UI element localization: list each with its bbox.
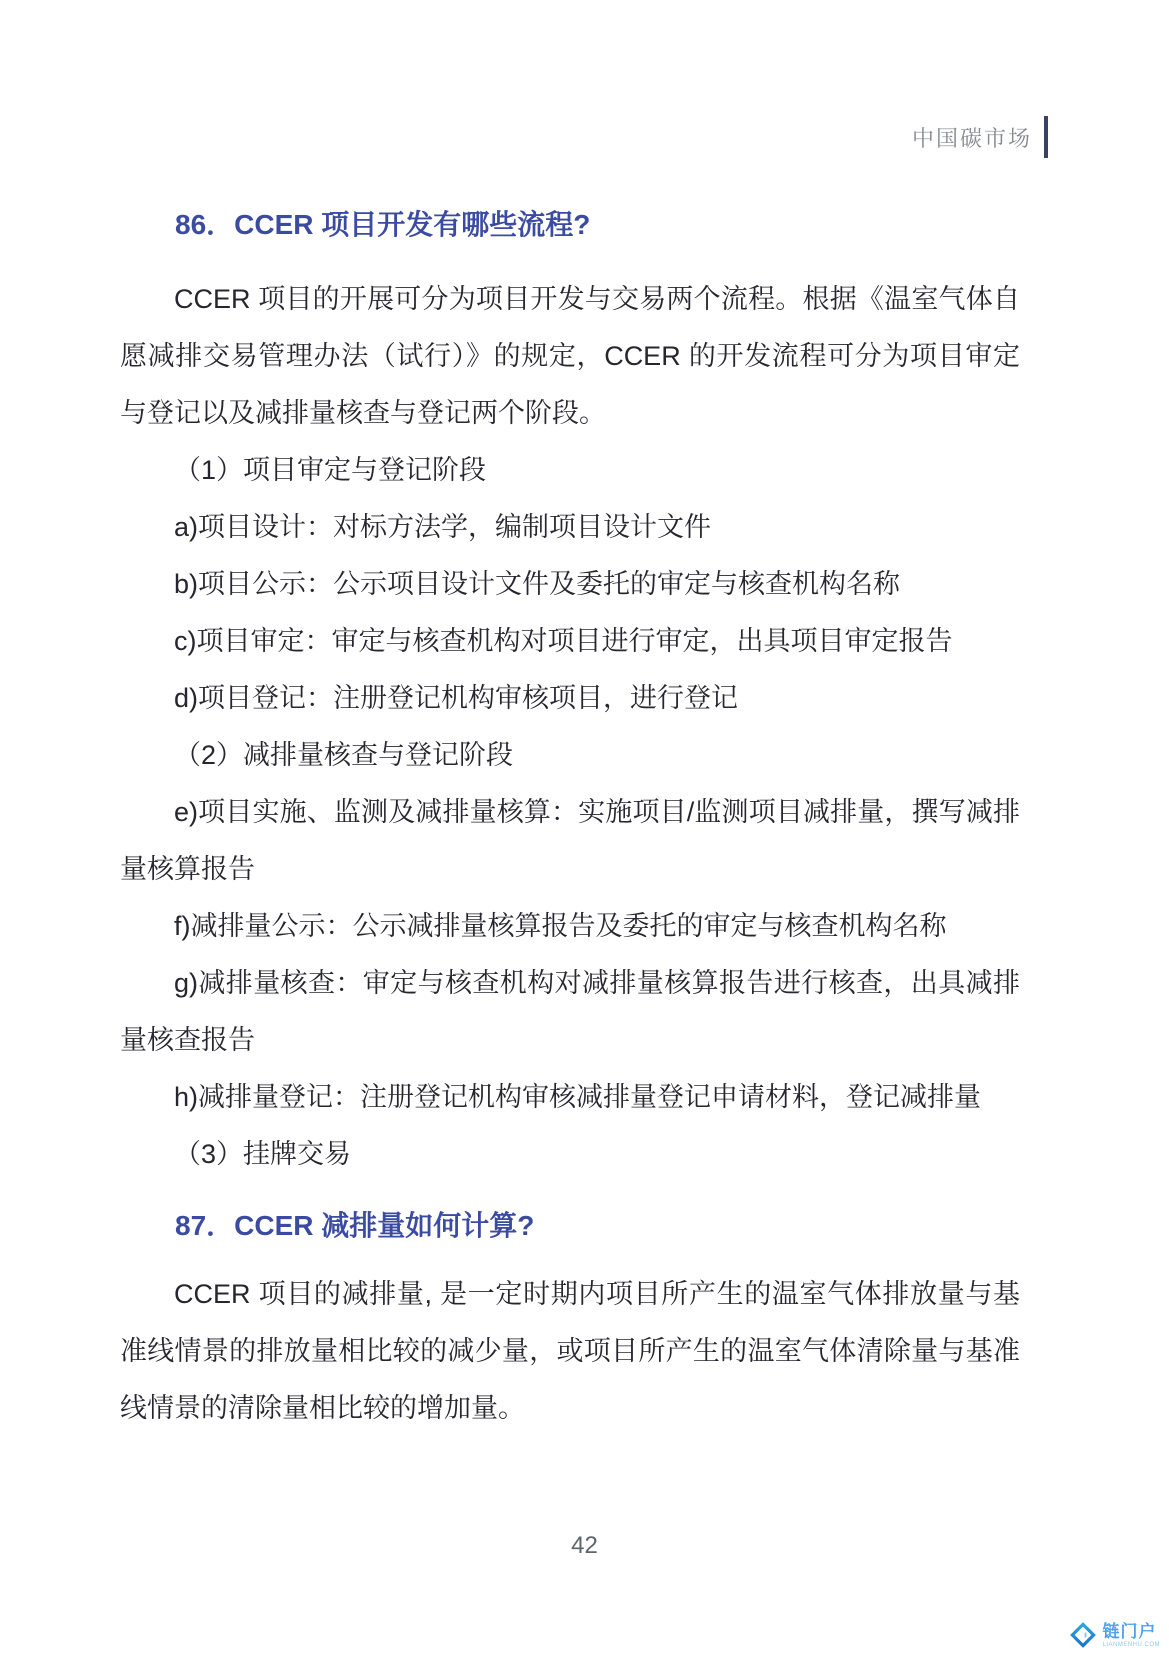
section-87-heading: 87．CCER 减排量如何计算? xyxy=(175,1210,535,1241)
lianmenhu-logo xyxy=(1069,1621,1160,1649)
list-item-b: b)项目公示：公示项目设计文件及委托的审定与核查机构名称 xyxy=(174,569,901,599)
header-brand-label: 中国碳市场 xyxy=(911,125,1032,151)
paragraph-intro: CCER 项目的开展可分为项目开发与交易两个流程。根据《温室气体自愿减排交易管理办法（试行）》的规定，CCER 的开发流程可分为项目审定与登记以及减排量核查与登记两个阶段。 xyxy=(120,284,1020,428)
list-item-stage-1: （1）项目审定与登记阶段 xyxy=(174,455,487,485)
list-item-e: e)项目实施、监测及减排量核算：实施项目/监测项目减排量，撰写减排量核算报告 xyxy=(120,797,1020,884)
list-item-h: h)减排量登记：注册登记机构审核减排量登记申请材料，登记减排量 xyxy=(174,1082,982,1112)
page-number: 42 xyxy=(571,1532,598,1559)
diamond-logo-icon xyxy=(1069,1621,1097,1649)
logo-name: 链门户 xyxy=(1102,1621,1157,1641)
list-item-g: g)减排量核查：审定与核查机构对减排量核算报告进行核查，出具减排量核查报告 xyxy=(120,968,1020,1055)
logo-text-block xyxy=(1102,1623,1160,1648)
list-item-stage-3: （3）挂牌交易 xyxy=(174,1139,352,1169)
header-divider-bar xyxy=(1044,116,1048,158)
list-item-c: c)项目审定：审定与核查机构对项目进行审定，出具项目审定报告 xyxy=(174,626,953,656)
paragraph-definition: CCER 项目的减排量, 是一定时期内项目所产生的温室气体排放量与基准线情景的排放量相比较的减少量，或项目所产生的温室气体清除量与基准线情景的清除量相比较的增加量。 xyxy=(120,1279,1020,1423)
page-header xyxy=(912,116,1048,158)
list-item-a: a)项目设计：对标方法学，编制项目设计文件 xyxy=(174,512,712,542)
list-item-d: d)项目登记：注册登记机构审核项目，进行登记 xyxy=(174,683,739,713)
list-item-stage-2: （2）减排量核查与登记阶段 xyxy=(174,740,514,770)
document-content xyxy=(120,196,1020,1437)
logo-subtitle: LIANMENHU.COM xyxy=(1102,1641,1160,1648)
list-item-f: f)减排量公示：公示减排量核算报告及委托的审定与核查机构名称 xyxy=(174,911,947,941)
section-86-heading: 86．CCER 项目开发有哪些流程? xyxy=(175,209,591,240)
